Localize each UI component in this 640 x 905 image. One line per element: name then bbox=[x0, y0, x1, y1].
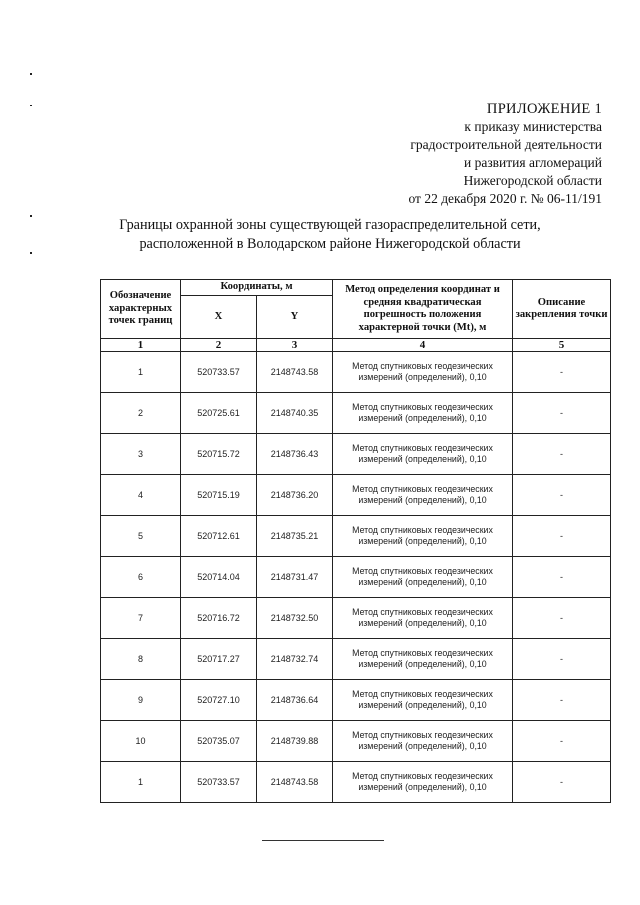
point-cell: 1 bbox=[101, 762, 181, 803]
description-cell: - bbox=[513, 352, 611, 393]
point-cell: 2 bbox=[101, 393, 181, 434]
appendix-line: и развития агломераций bbox=[463, 155, 602, 170]
x-cell: 520727.10 bbox=[181, 680, 257, 721]
description-cell: - bbox=[513, 639, 611, 680]
table-row bbox=[101, 639, 611, 680]
method-cell: Метод спутниковых геодезических измерений (определений), 0,10 bbox=[333, 680, 513, 721]
column-number: 3 bbox=[257, 339, 333, 352]
description-cell: - bbox=[513, 434, 611, 475]
table-row bbox=[101, 475, 611, 516]
scan-mark bbox=[30, 215, 32, 217]
point-cell: 10 bbox=[101, 721, 181, 762]
x-cell: 520715.19 bbox=[181, 475, 257, 516]
point-cell: 9 bbox=[101, 680, 181, 721]
x-cell: 520735.07 bbox=[181, 721, 257, 762]
point-cell: 3 bbox=[101, 434, 181, 475]
header-description: Описание закрепления точки bbox=[513, 280, 611, 339]
header-coordinates: Координаты, м bbox=[181, 280, 333, 296]
column-number: 2 bbox=[181, 339, 257, 352]
method-cell: Метод спутниковых геодезических измерений (определений), 0,10 bbox=[333, 762, 513, 803]
column-number: 4 bbox=[333, 339, 513, 352]
description-cell: - bbox=[513, 721, 611, 762]
y-cell: 2148735.21 bbox=[257, 516, 333, 557]
column-number: 5 bbox=[513, 339, 611, 352]
header-point-designation: Обозначение характерных точек границ bbox=[101, 280, 181, 339]
appendix-line: Нижегородской области bbox=[463, 173, 602, 188]
method-cell: Метод спутниковых геодезических измерений (определений), 0,10 bbox=[333, 352, 513, 393]
footer-divider bbox=[262, 840, 384, 841]
description-cell: - bbox=[513, 598, 611, 639]
boundary-points-table bbox=[100, 279, 611, 803]
table-row bbox=[101, 557, 611, 598]
method-cell: Метод спутниковых геодезических измерений (определений), 0,10 bbox=[333, 434, 513, 475]
point-cell: 1 bbox=[101, 352, 181, 393]
y-cell: 2148743.58 bbox=[257, 352, 333, 393]
y-cell: 2148740.35 bbox=[257, 393, 333, 434]
appendix-line: от 22 декабря 2020 г. № 06-11/191 bbox=[408, 191, 602, 206]
y-cell: 2148739.88 bbox=[257, 721, 333, 762]
table-row bbox=[101, 516, 611, 557]
table-row bbox=[101, 352, 611, 393]
y-cell: 2148732.74 bbox=[257, 639, 333, 680]
method-cell: Метод спутниковых геодезических измерений (определений), 0,10 bbox=[333, 516, 513, 557]
method-cell: Метод спутниковых геодезических измерений (определений), 0,10 bbox=[333, 393, 513, 434]
x-cell: 520733.57 bbox=[181, 352, 257, 393]
y-cell: 2148736.20 bbox=[257, 475, 333, 516]
x-cell: 520717.27 bbox=[181, 639, 257, 680]
x-cell: 520715.72 bbox=[181, 434, 257, 475]
method-cell: Метод спутниковых геодезических измерений (определений), 0,10 bbox=[333, 598, 513, 639]
point-cell: 8 bbox=[101, 639, 181, 680]
point-cell: 6 bbox=[101, 557, 181, 598]
description-cell: - bbox=[513, 475, 611, 516]
scan-mark bbox=[30, 252, 32, 254]
point-cell: 5 bbox=[101, 516, 181, 557]
appendix-line: к приказу министерства bbox=[464, 119, 602, 134]
header-method: Метод определения координат и средняя квадратическая погрешность положения характерной точки (Mt), м bbox=[333, 280, 513, 339]
header-y: Y bbox=[257, 296, 333, 339]
document-title bbox=[60, 216, 600, 254]
y-cell: 2148736.64 bbox=[257, 680, 333, 721]
x-cell: 520716.72 bbox=[181, 598, 257, 639]
y-cell: 2148731.47 bbox=[257, 557, 333, 598]
y-cell: 2148736.43 bbox=[257, 434, 333, 475]
description-cell: - bbox=[513, 516, 611, 557]
method-cell: Метод спутниковых геодезических измерений (определений), 0,10 bbox=[333, 639, 513, 680]
method-cell: Метод спутниковых геодезических измерений (определений), 0,10 bbox=[333, 475, 513, 516]
description-cell: - bbox=[513, 557, 611, 598]
table-row bbox=[101, 598, 611, 639]
column-number: 1 bbox=[101, 339, 181, 352]
y-cell: 2148732.50 bbox=[257, 598, 333, 639]
point-cell: 4 bbox=[101, 475, 181, 516]
table-row bbox=[101, 393, 611, 434]
y-cell: 2148743.58 bbox=[257, 762, 333, 803]
title-line: Границы охранной зоны существующей газораспределительной сети, bbox=[119, 217, 541, 233]
description-cell: - bbox=[513, 762, 611, 803]
x-cell: 520725.61 bbox=[181, 393, 257, 434]
appendix-block bbox=[282, 100, 602, 208]
x-cell: 520733.57 bbox=[181, 762, 257, 803]
x-cell: 520714.04 bbox=[181, 557, 257, 598]
appendix-heading: ПРИЛОЖЕНИЕ 1 bbox=[486, 101, 602, 117]
method-cell: Метод спутниковых геодезических измерений (определений), 0,10 bbox=[333, 557, 513, 598]
scan-mark bbox=[30, 105, 32, 106]
x-cell: 520712.61 bbox=[181, 516, 257, 557]
appendix-line: градостроительной деятельности bbox=[410, 137, 602, 152]
table-row bbox=[101, 762, 611, 803]
table-row bbox=[101, 680, 611, 721]
method-cell: Метод спутниковых геодезических измерений (определений), 0,10 bbox=[333, 721, 513, 762]
scan-mark bbox=[30, 73, 32, 75]
description-cell: - bbox=[513, 680, 611, 721]
point-cell: 7 bbox=[101, 598, 181, 639]
table-row bbox=[101, 434, 611, 475]
title-line: расположенной в Володарском районе Нижегородской области bbox=[139, 236, 521, 252]
table-row bbox=[101, 721, 611, 762]
header-x: X bbox=[181, 296, 257, 339]
description-cell: - bbox=[513, 393, 611, 434]
